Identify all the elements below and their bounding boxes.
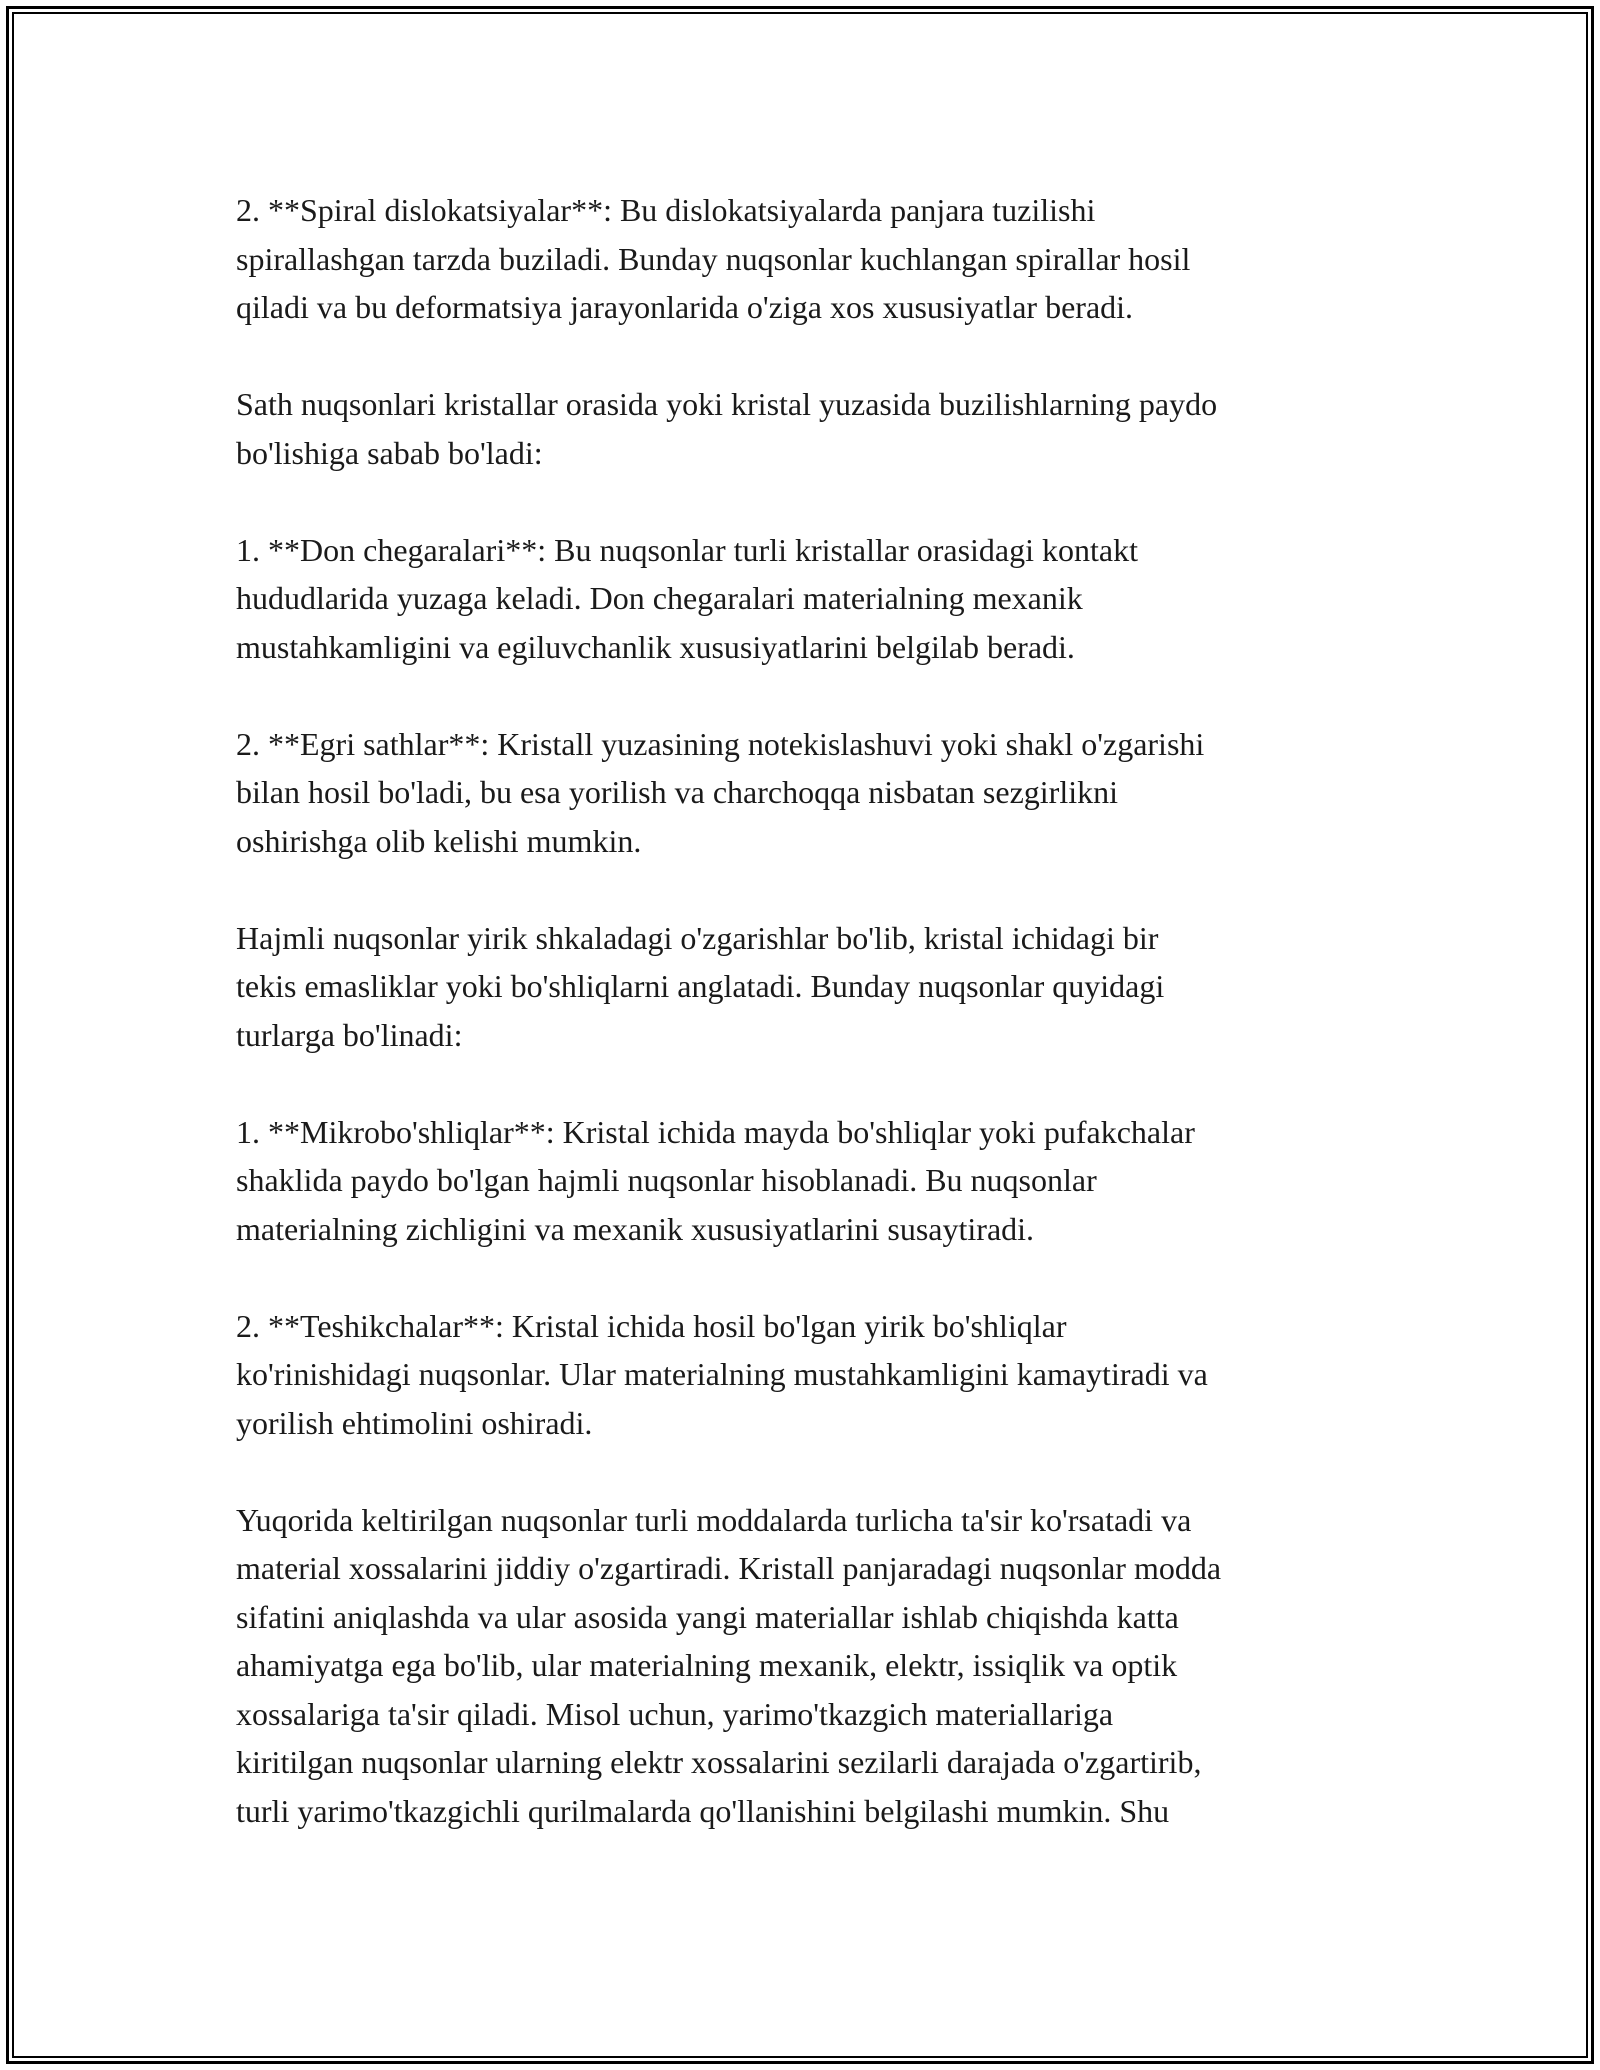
paragraph-micro-voids: 1. **Mikrobo'shliqlar**: Kristal ichida mayda bo'shliqlar yoki pufakchalar shaklida paydo bo'lgan hajmli nuqsonlar hisoblanadi. Bu nuqsonlar materialning zichligini va mexanik xususiyatlarini susaytiradi. [236, 1113, 1195, 1247]
paragraph-volume-defects-intro: Hajmli nuqsonlar yirik shkaladagi o'zgarishlar bo'lib, kristal ichidagi bir tekis emasliklar yoki bo'shliqlarni anglatadi. Bunday nuqsonlar quyidagi turlarga bo'linadi: [236, 919, 1165, 1053]
paragraph-pores: 2. **Teshikchalar**: Kristal ichida hosil bo'lgan yirik bo'shliqlar ko'rinishidagi nuqsonlar. Ular materialning mustahkamligini kamaytiradi va yorilish ehtimolini oshiradi. [236, 1307, 1208, 1441]
paragraph-grain-boundaries: 1. **Don chegaralari**: Bu nuqsonlar turli kristallar orasidagi kontakt hududlarida yuzaga keladi. Don chegaralari materialning mexanik mustahkamligini va egiluvchanlik xususiyatlarini belgilab beradi. [236, 531, 1138, 665]
paragraph-conclusion: Yuqorida keltirilgan nuqsonlar turli moddalarda turlicha ta'sir ko'rsatadi va material xossalarini jiddiy o'zgartiradi. Kristall panjaradagi nuqsonlar modda sifatini aniqlashda va ular asosida yangi materiallar ishlab chiqishda katta ahamiyatga ega bo'lib, ular materialning mexanik, elektr, issiqlik va optik xossalariga ta'sir qiladi. Misol uchun, yarimo'tkazgich materiallariga kiritilgan nuqsonlar ularning elektr xossalarini sezilarli darajada o'zgartirib, turli yarimo'tkazgichli qurilmalarda qo'llanishini belgilashi mumkin. Shu [236, 1501, 1222, 1829]
document-body [236, 186, 1376, 1835]
paragraph-spiral-dislocations: 2. **Spiral dislokatsiyalar**: Bu dislokatsiyalarda panjara tuzilishi spirallashgan tarzda buziladi. Bunday nuqsonlar kuchlangan spirallar hosil qiladi va bu deformatsiya jarayonlarida o'ziga xos xususiyatlar beradi. [236, 192, 1191, 325]
paragraph-curved-surfaces: 2. **Egri sathlar**: Kristall yuzasining notekislashuvi yoki shakl o'zgarishi bilan hosil bo'ladi, bu esa yorilish va charchoqqa nisbatan sezgirlikni oshirishga olib kelishi mumkin. [236, 725, 1205, 859]
paragraph-surface-defects-intro: Sath nuqsonlari kristallar orasida yoki kristal yuzasida buzilishlarning paydo bo'lishiga sabab bo'ladi: [236, 386, 1218, 471]
